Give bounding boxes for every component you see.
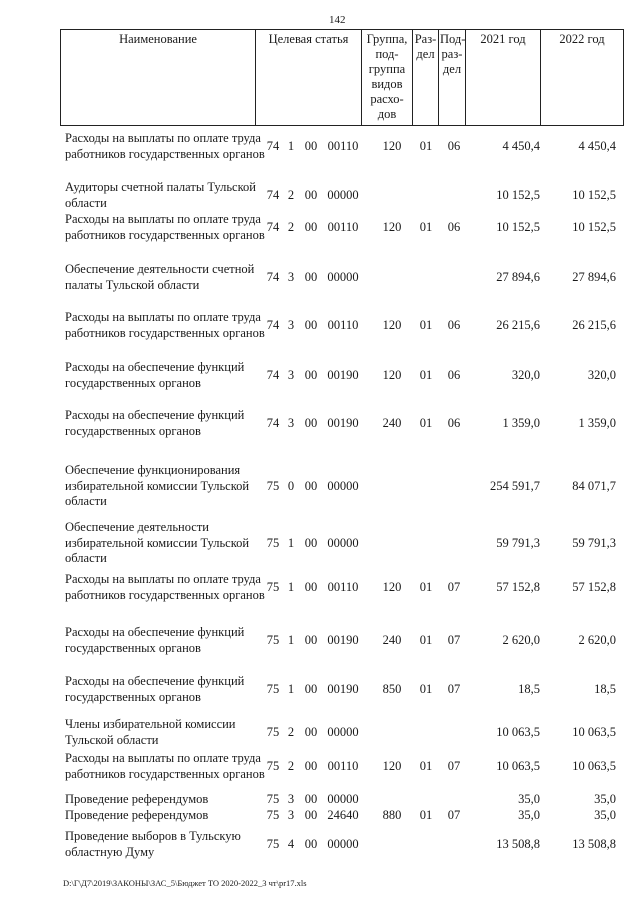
target-code-program: 75: [266, 536, 280, 550]
row-name: Аудиторы счетной палаты Тульской области: [65, 180, 256, 210]
podrazdel: 06: [447, 318, 461, 332]
amount-2022: 10 063,5: [572, 725, 616, 739]
target-code-program: 74: [266, 368, 280, 382]
target-code-direction: 00000: [327, 270, 359, 284]
razdel: 01: [419, 318, 433, 332]
target-code-direction: 00190: [327, 368, 359, 382]
row-name: Расходы на обеспечение функций государственных органов: [65, 625, 245, 655]
amount-2022: 13 508,8: [572, 837, 616, 851]
expense-group: 120: [382, 368, 402, 382]
amount-2021: 35,0: [518, 808, 540, 822]
razdel: 01: [419, 368, 433, 382]
target-code-direction: 00110: [327, 759, 359, 773]
target-code-main: 00: [304, 416, 318, 430]
target-code-direction: 00190: [327, 633, 359, 647]
target-code-program: 74: [266, 220, 280, 234]
row-name: Проведение выборов в Тульскую областную Думу: [65, 829, 241, 859]
razdel: 01: [419, 220, 433, 234]
razdel: 01: [419, 580, 433, 594]
target-code-program: 75: [266, 837, 280, 851]
target-code-program: 75: [266, 580, 280, 594]
amount-2021: 10 063,5: [496, 725, 540, 739]
row-name: Расходы на выплаты по оплате труда работников государственных органов: [65, 751, 265, 781]
amount-2021: 320,0: [511, 368, 540, 382]
target-code-program: 75: [266, 759, 280, 773]
amount-2022: 4 450,4: [578, 139, 616, 153]
podrazdel: 07: [447, 682, 461, 696]
podrazdel: 06: [447, 139, 461, 153]
amount-2022: 26 215,6: [572, 318, 616, 332]
target-code-direction: 00000: [327, 725, 359, 739]
amount-2021: 26 215,6: [496, 318, 540, 332]
target-code-main: 00: [304, 368, 318, 382]
amount-2022: 84 071,7: [572, 479, 616, 493]
amount-2021: 35,0: [518, 792, 540, 806]
target-code-main: 00: [304, 837, 318, 851]
header-name: Наименование: [61, 30, 256, 126]
target-code-main: 00: [304, 792, 318, 806]
expense-group: 120: [382, 220, 402, 234]
expense-group: 120: [382, 580, 402, 594]
target-code-direction: 00110: [327, 318, 359, 332]
target-code-program: 75: [266, 633, 280, 647]
target-code-sub: 3: [287, 416, 295, 430]
amount-2022: 10 063,5: [572, 759, 616, 773]
target-code-sub: 0: [287, 479, 295, 493]
amount-2021: 1 359,0: [502, 416, 540, 430]
header-year-2021: 2021 год: [466, 30, 541, 126]
amount-2022: 1 359,0: [578, 416, 616, 430]
amount-2022: 57 152,8: [572, 580, 616, 594]
target-code-sub: 3: [287, 270, 295, 284]
target-code-main: 00: [304, 479, 318, 493]
page-number: 142: [329, 14, 346, 26]
expense-group: 120: [382, 139, 402, 153]
amount-2021: 4 450,4: [502, 139, 540, 153]
file-path-footer: D:\Г\Д7\2019\ЗАКОНЫ\ЗАС_5\Бюджет ТО 2020-2022_3 чт\pr17.xls: [63, 878, 307, 888]
row-name: Расходы на обеспечение функций государственных органов: [65, 360, 245, 390]
expense-group: 850: [382, 682, 402, 696]
amount-2022: 35,0: [594, 808, 616, 822]
target-code-sub: 2: [287, 220, 295, 234]
target-code-sub: 2: [287, 188, 295, 202]
header-target: Целевая статья: [256, 30, 362, 126]
target-code-sub: 1: [287, 536, 295, 550]
target-code-direction: 00000: [327, 479, 359, 493]
target-code-program: 74: [266, 188, 280, 202]
target-code-program: 75: [266, 725, 280, 739]
target-code-direction: 00110: [327, 220, 359, 234]
amount-2021: 2 620,0: [502, 633, 540, 647]
row-name: Проведение референдумов: [65, 792, 209, 806]
amount-2022: 10 152,5: [572, 188, 616, 202]
header-group-line: под-: [375, 47, 399, 61]
target-code-program: 75: [266, 682, 280, 696]
header-group-line: Группа,: [366, 32, 408, 46]
amount-2021: 13 508,8: [496, 837, 540, 851]
amount-2021: 59 791,3: [496, 536, 540, 550]
target-code-sub: 3: [287, 368, 295, 382]
razdel: 01: [419, 808, 433, 822]
target-code-program: 74: [266, 416, 280, 430]
target-code-sub: 1: [287, 139, 295, 153]
amount-2022: 35,0: [594, 792, 616, 806]
razdel: 01: [419, 416, 433, 430]
expense-group: 240: [382, 416, 402, 430]
target-code-sub: 1: [287, 633, 295, 647]
header-razdel-line: Раз-: [414, 32, 437, 46]
expense-group: 120: [382, 318, 402, 332]
target-code-main: 00: [304, 580, 318, 594]
target-code-sub: 3: [287, 808, 295, 822]
row-name: Обеспечение деятельности избирательной комиссии Тульской области: [65, 520, 250, 565]
row-name: Проведение референдумов: [65, 808, 209, 822]
amount-2022: 2 620,0: [578, 633, 616, 647]
header-podrazdel-line: раз-: [441, 47, 463, 61]
header-group-line: дов: [377, 107, 397, 121]
amount-2021: 10 063,5: [496, 759, 540, 773]
target-code-direction: 00000: [327, 837, 359, 851]
expense-group: 880: [382, 808, 402, 822]
target-code-sub: 1: [287, 682, 295, 696]
podrazdel: 06: [447, 220, 461, 234]
podrazdel: 06: [447, 368, 461, 382]
header-razdel: [413, 30, 439, 126]
target-code-main: 00: [304, 220, 318, 234]
target-code-program: 74: [266, 318, 280, 332]
target-code-direction: 24640: [327, 808, 359, 822]
target-code-main: 00: [304, 633, 318, 647]
header-group-line: видов: [371, 77, 403, 91]
podrazdel: 06: [447, 416, 461, 430]
target-code-program: 74: [266, 139, 280, 153]
amount-2021: 27 894,6: [496, 270, 540, 284]
amount-2021: 10 152,5: [496, 220, 540, 234]
target-code-sub: 2: [287, 759, 295, 773]
target-code-main: 00: [304, 270, 318, 284]
target-code-direction: 00000: [327, 188, 359, 202]
target-code-main: 00: [304, 808, 318, 822]
table-header: [60, 29, 624, 126]
row-name: Члены избирательной комиссии Тульской области: [65, 717, 236, 747]
target-code-main: 00: [304, 318, 318, 332]
amount-2022: 320,0: [587, 368, 616, 382]
target-code-program: 75: [266, 808, 280, 822]
target-code-direction: 00110: [327, 139, 359, 153]
target-code-main: 00: [304, 725, 318, 739]
amount-2022: 10 152,5: [572, 220, 616, 234]
expense-group: 120: [382, 759, 402, 773]
amount-2021: 254 591,7: [490, 479, 540, 493]
podrazdel: 07: [447, 808, 461, 822]
target-code-main: 00: [304, 759, 318, 773]
target-code-sub: 4: [287, 837, 295, 851]
target-code-sub: 3: [287, 318, 295, 332]
header-podrazdel-line: Под-: [440, 32, 466, 46]
target-code-main: 00: [304, 139, 318, 153]
amount-2022: 59 791,3: [572, 536, 616, 550]
header-group-line: группа: [368, 62, 406, 76]
target-code-direction: 00000: [327, 792, 359, 806]
row-name: Расходы на выплаты по оплате труда работников государственных органов: [65, 572, 265, 602]
podrazdel: 07: [447, 633, 461, 647]
razdel: 01: [419, 139, 433, 153]
podrazdel: 07: [447, 580, 461, 594]
target-code-program: 74: [266, 270, 280, 284]
target-code-main: 00: [304, 682, 318, 696]
row-name: Расходы на выплаты по оплате труда работников государственных органов: [65, 131, 265, 161]
header-razdel-line: дел: [416, 47, 435, 61]
amount-2021: 18,5: [518, 682, 540, 696]
amount-2022: 18,5: [594, 682, 616, 696]
target-code-main: 00: [304, 536, 318, 550]
header-group-line: расхо-: [370, 92, 404, 106]
target-code-sub: 2: [287, 725, 295, 739]
amount-2021: 10 152,5: [496, 188, 540, 202]
amount-2021: 57 152,8: [496, 580, 540, 594]
row-name: Расходы на обеспечение функций государственных органов: [65, 408, 245, 438]
expense-group: 240: [382, 633, 402, 647]
razdel: 01: [419, 633, 433, 647]
target-code-direction: 00000: [327, 536, 359, 550]
header-podrazdel: [439, 30, 466, 126]
header-year-2022: 2022 год: [541, 30, 624, 126]
amount-2022: 27 894,6: [572, 270, 616, 284]
row-name: Расходы на выплаты по оплате труда работников государственных органов: [65, 310, 265, 340]
target-code-sub: 1: [287, 580, 295, 594]
header-podrazdel-line: дел: [442, 62, 462, 76]
row-name: Расходы на выплаты по оплате труда работников государственных органов: [65, 212, 265, 242]
razdel: 01: [419, 682, 433, 696]
target-code-sub: 3: [287, 792, 295, 806]
row-name: Обеспечение деятельности счетной палаты Тульской области: [65, 262, 255, 292]
target-code-direction: 00110: [327, 580, 359, 594]
target-code-main: 00: [304, 188, 318, 202]
podrazdel: 07: [447, 759, 461, 773]
row-name: Расходы на обеспечение функций государственных органов: [65, 674, 245, 704]
row-name: Обеспечение функционирования избирательной комиссии Тульской области: [65, 463, 250, 508]
target-code-program: 75: [266, 479, 280, 493]
target-code-direction: 00190: [327, 682, 359, 696]
razdel: 01: [419, 759, 433, 773]
target-code-direction: 00190: [327, 416, 359, 430]
target-code-program: 75: [266, 792, 280, 806]
header-group: [362, 30, 413, 126]
